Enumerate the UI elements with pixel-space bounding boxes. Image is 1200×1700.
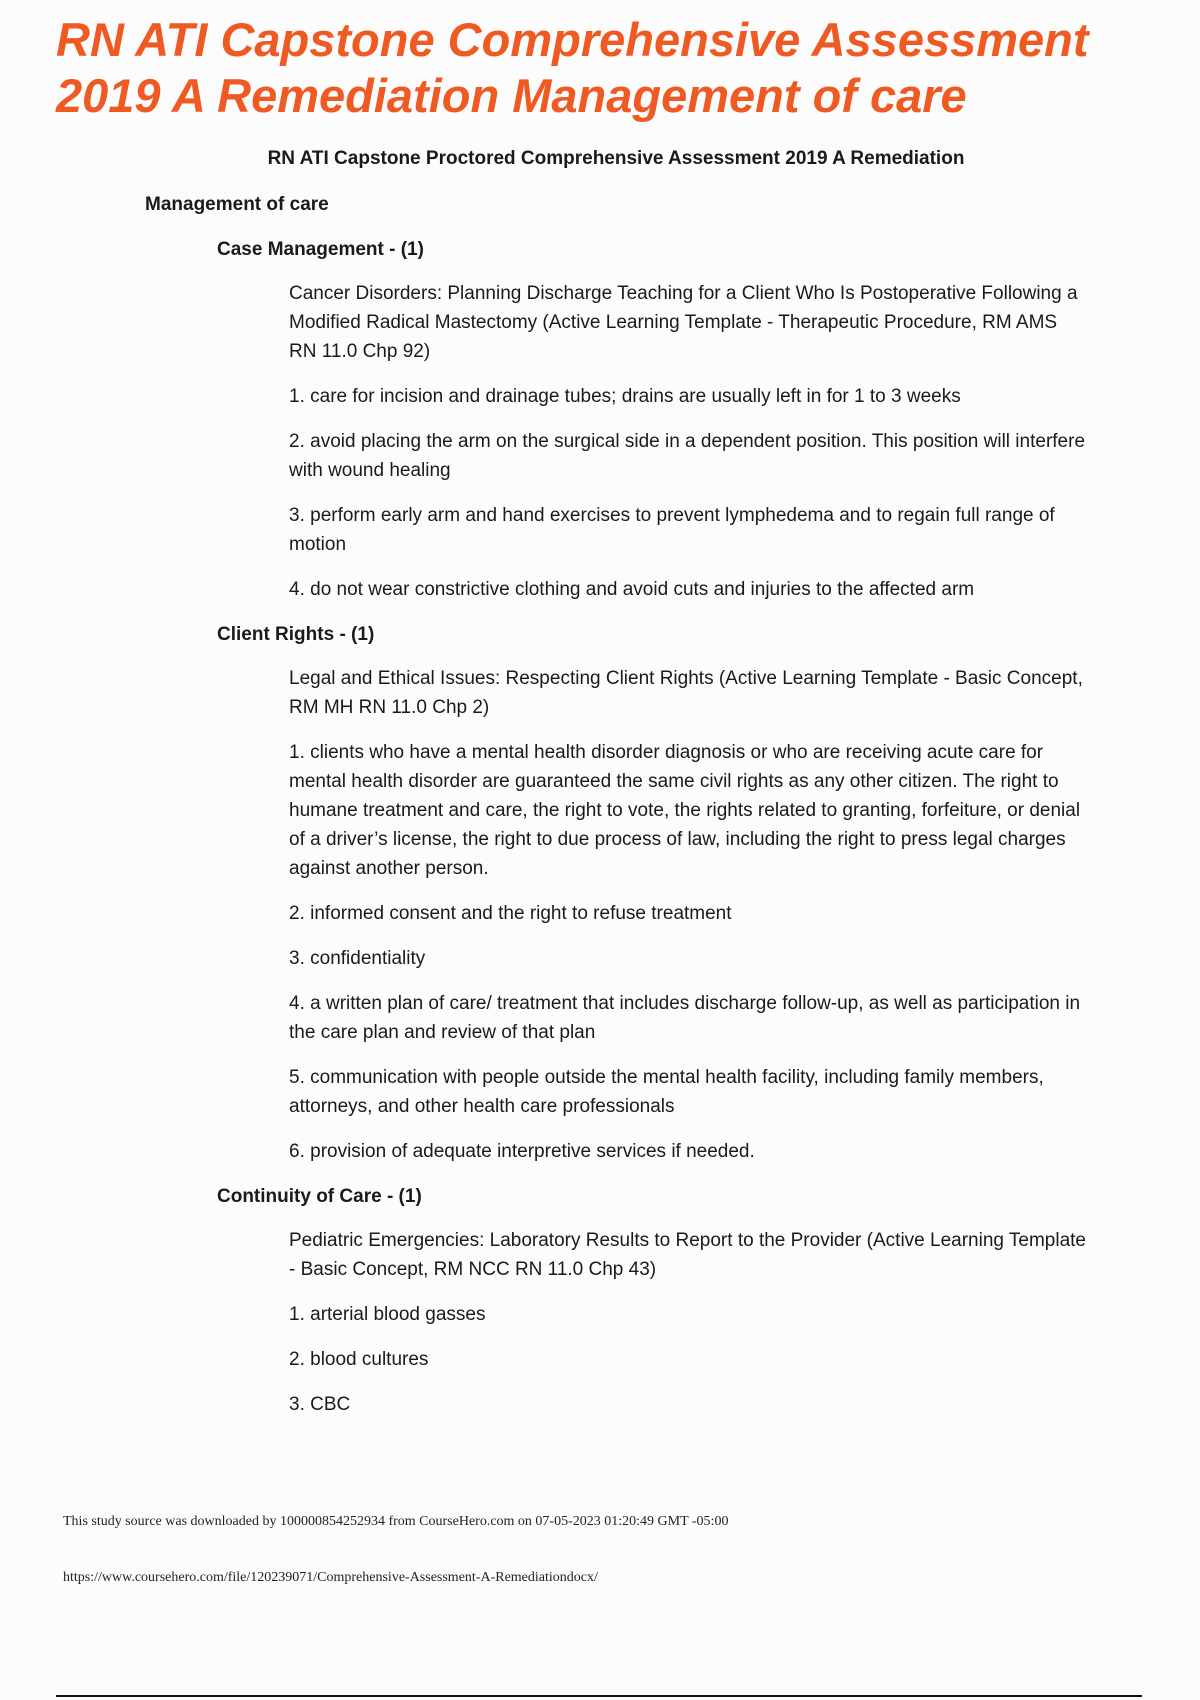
- topic-intro: Legal and Ethical Issues: Respecting Client Rights (Active Learning Template - Basic Concept, RM MH RN 11.0 Chp 2): [289, 668, 1083, 718]
- title-line-2: 2019 A Remediation Management of care: [56, 69, 967, 122]
- list-item: 1. care for incision and drainage tubes; drains are usually left in for 1 to 3 weeks: [289, 386, 961, 407]
- topic-client-rights: [0, 620, 1200, 1166]
- list-item: 4. a written plan of care/ treatment that includes discharge follow-up, as well as participation in the care plan and review of that plan: [289, 993, 1081, 1043]
- topic-continuity-of-care: [0, 1182, 1200, 1419]
- download-note: This study source was downloaded by 100000854252934 from CourseHero.com on 07-05-2023 01:20:49 GMT -05:00: [63, 1514, 729, 1529]
- topic-heading: Continuity of Care - (1): [217, 1186, 422, 1207]
- document-subtitle: RN ATI Capstone Proctored Comprehensive Assessment 2019 A Remediation: [267, 148, 965, 169]
- title-line-1: RN ATI Capstone Comprehensive Assessment: [56, 13, 1089, 66]
- topic-case-management: [0, 235, 1200, 604]
- list-item: 2. avoid placing the arm on the surgical side in a dependent position. This position will interfere with wound healing: [289, 431, 1086, 481]
- list-item: 1. arterial blood gasses: [289, 1304, 486, 1325]
- list-item: 6. provision of adequate interpretive services if needed.: [289, 1141, 755, 1162]
- list-item: 2. blood cultures: [289, 1349, 429, 1370]
- topic-heading: Client Rights - (1): [217, 624, 375, 645]
- section-heading: Management of care: [145, 194, 329, 215]
- document-body: [0, 235, 1200, 1435]
- topic-intro: Cancer Disorders: Planning Discharge Teaching for a Client Who Is Postoperative Following a Modified Radical Mastectomy (Active Learning Template - Therapeutic Procedure, RM AMS RN 11.0 Chp 92): [289, 283, 1078, 362]
- page-divider: [56, 1695, 1142, 1697]
- topic-heading: Case Management - (1): [217, 239, 424, 260]
- list-item: 1. clients who have a mental health disorder diagnosis or who are receiving acute care for mental health disorder are guaranteed the same civil rights as any other citizen. The right to humane treatment and care, the right to vote, the rights related to granting, forfeiture, or denial of a driver’s license, the right to due process of law, including the right to press legal charges against another person.: [289, 742, 1081, 879]
- list-item: 3. CBC: [289, 1394, 351, 1415]
- list-item: 3. confidentiality: [289, 948, 426, 969]
- list-item: 4. do not wear constrictive clothing and avoid cuts and injuries to the affected arm: [289, 579, 975, 600]
- document-title: [56, 12, 1089, 124]
- list-item: 3. perform early arm and hand exercises to prevent lymphedema and to regain full range of motion: [289, 505, 1055, 555]
- list-item: 5. communication with people outside the mental health facility, including family members, attorneys, and other health care professionals: [289, 1067, 1044, 1117]
- topic-intro: Pediatric Emergencies: Laboratory Results to Report to the Provider (Active Learning Template - Basic Concept, RM NCC RN 11.0 Chp 43): [289, 1230, 1086, 1280]
- list-item: 2. informed consent and the right to refuse treatment: [289, 903, 732, 924]
- source-url[interactable]: https://www.coursehero.com/file/120239071/Comprehensive-Assessment-A-Remediationdocx/: [63, 1570, 598, 1585]
